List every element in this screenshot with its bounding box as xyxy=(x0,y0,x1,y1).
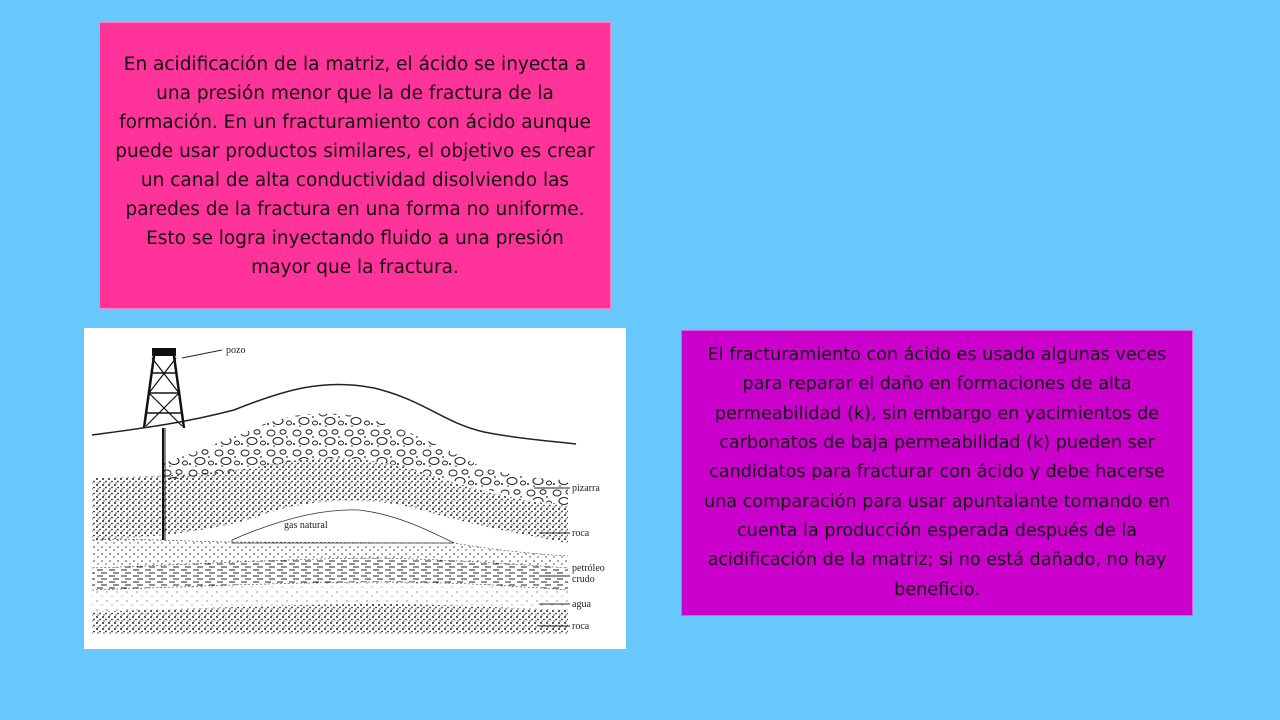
reservoir-diagram-svg xyxy=(84,328,626,649)
fracturing-text-box xyxy=(681,330,1193,616)
label-oil-line2: crudo xyxy=(572,574,595,585)
label-oil-line1: petróleo xyxy=(572,563,605,574)
derrick-icon xyxy=(144,348,184,428)
gas-region xyxy=(232,510,454,543)
label-shale: pizarra xyxy=(572,483,600,494)
label-well: pozo xyxy=(226,345,246,356)
acidification-text-box xyxy=(99,22,611,309)
label-rock-bottom: roca xyxy=(572,621,590,632)
label-natural-gas: gas natural xyxy=(284,520,328,531)
label-water: agua xyxy=(572,599,591,610)
reservoir-diagram xyxy=(84,328,626,649)
label-rock-top: roca xyxy=(572,528,590,539)
acidification-text: En acidificación de la matriz, el ácido se inyecta a una presión menor que la de fractura de la formación. En un fracturamiento con ácido aunque puede usar productos similares, el objetivo es crear un canal de alta conductividad disolviendo las paredes de la fractura en una forma no uniforme. Esto se logra inyectando fluido a una presión mayor que la fractura. xyxy=(115,53,595,278)
fracturing-text: El fracturamiento con ácido es usado algunas veces para reparar el daño en formaciones de alta permeabilidad (k), sin embargo en yacimientos de carbonatos de baja permeabilidad (k) pueden ser candidatos para fracturar con ácido y debe hacerse una comparación para usar apuntalante tomando en cuenta la producción esperada después de la acidificación de la matriz; si no está dañado, no hay beneficio. xyxy=(703,345,1171,600)
